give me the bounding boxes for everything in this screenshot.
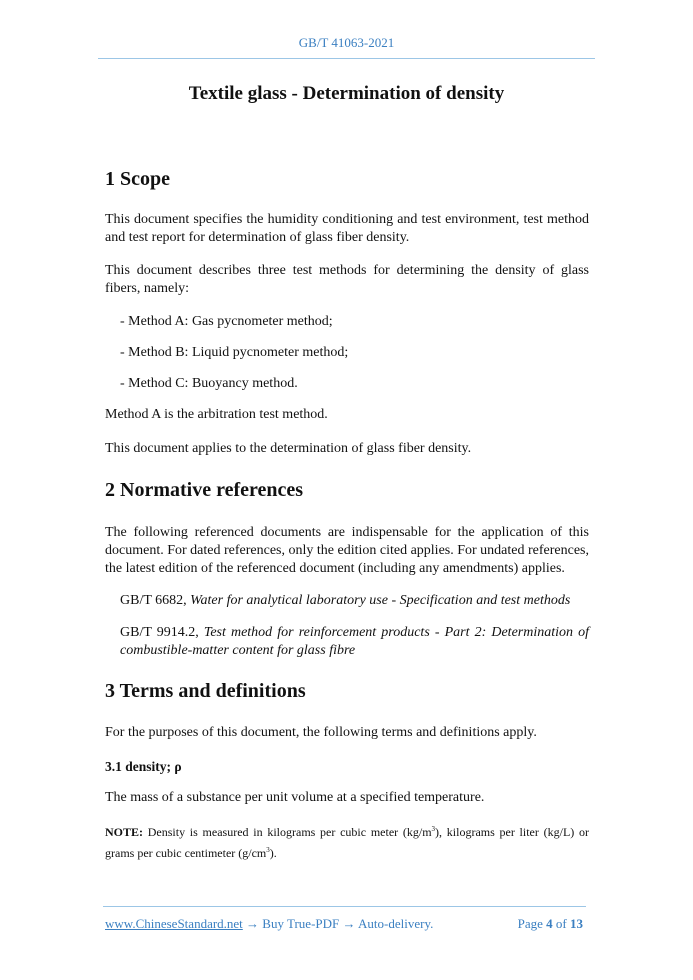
note-text: ). [269, 846, 277, 860]
reference-1 [120, 592, 589, 610]
page-indicator [518, 916, 583, 932]
page-number: 4 [546, 916, 553, 931]
footer-promo [105, 916, 433, 932]
ref-title: Water for analytical laboratory use - Specification and test methods [190, 593, 571, 608]
term-definition: The mass of a substance per unit volume at a specified temperature. [105, 790, 485, 805]
page-of: of [552, 916, 570, 931]
page-total: 13 [570, 916, 583, 931]
page-label: Page [517, 916, 547, 931]
footer-promo-text: → Buy True-PDF → Auto-delivery. [242, 916, 434, 931]
terms-paragraph: For the purposes of this document, the following terms and definitions apply. [105, 725, 537, 740]
scope-paragraph-4: This document applies to the determination of glass fiber density. [105, 441, 472, 456]
section-scope-heading: 1 Scope [105, 168, 170, 190]
superscript: 3 [266, 846, 270, 854]
superscript: 3 [431, 825, 436, 833]
note-text: ), kilograms per liter (kg/L) or grams per cubic centimeter (g/cm [105, 825, 589, 860]
note-text: Density is measured in kilograms per cubic meter (kg/m [143, 825, 432, 839]
ref-title: Test method for reinforcement products - Part 2: Determination of combustible-matter content for glass fibre [120, 625, 589, 658]
ref-code: GB/T 9914.2, [120, 625, 204, 640]
reference-2 [120, 624, 589, 660]
scope-paragraph-1: This document specifies the humidity conditioning and test environment, test method and test report for determination of glass fiber density. [105, 212, 589, 245]
method-b: - Method B: Liquid pycnometer method; [120, 345, 349, 360]
section-terms-heading: 3 Terms and definitions [105, 680, 306, 702]
term-density: 3.1 density; ρ [105, 759, 182, 774]
ref-code: GB/T 6682, [120, 593, 191, 608]
header-divider [98, 58, 595, 59]
site-link[interactable]: www.ChineseStandard.net [105, 916, 243, 931]
note [105, 820, 589, 862]
note-label: NOTE: [105, 825, 144, 839]
document-title: Textile glass - Determination of density [188, 83, 505, 104]
section-normative-heading: 2 Normative references [105, 479, 304, 501]
scope-paragraph-3: Method A is the arbitration test method. [105, 407, 328, 422]
method-a: - Method A: Gas pycnometer method; [120, 314, 333, 329]
method-c: - Method C: Buoyancy method. [120, 376, 298, 391]
normative-paragraph: The following referenced documents are indispensable for the application of this document. For dated references, only the edition cited applies. For undated references, the latest edition of the referenced document (including any amendments) applies. [105, 525, 589, 576]
header-doc-code: GB/T 41063-2021 [298, 35, 395, 50]
scope-paragraph-2: This document describes three test methods for determining the density of glass fibers, namely: [105, 263, 589, 296]
footer [105, 916, 585, 932]
footer-divider [103, 906, 586, 907]
